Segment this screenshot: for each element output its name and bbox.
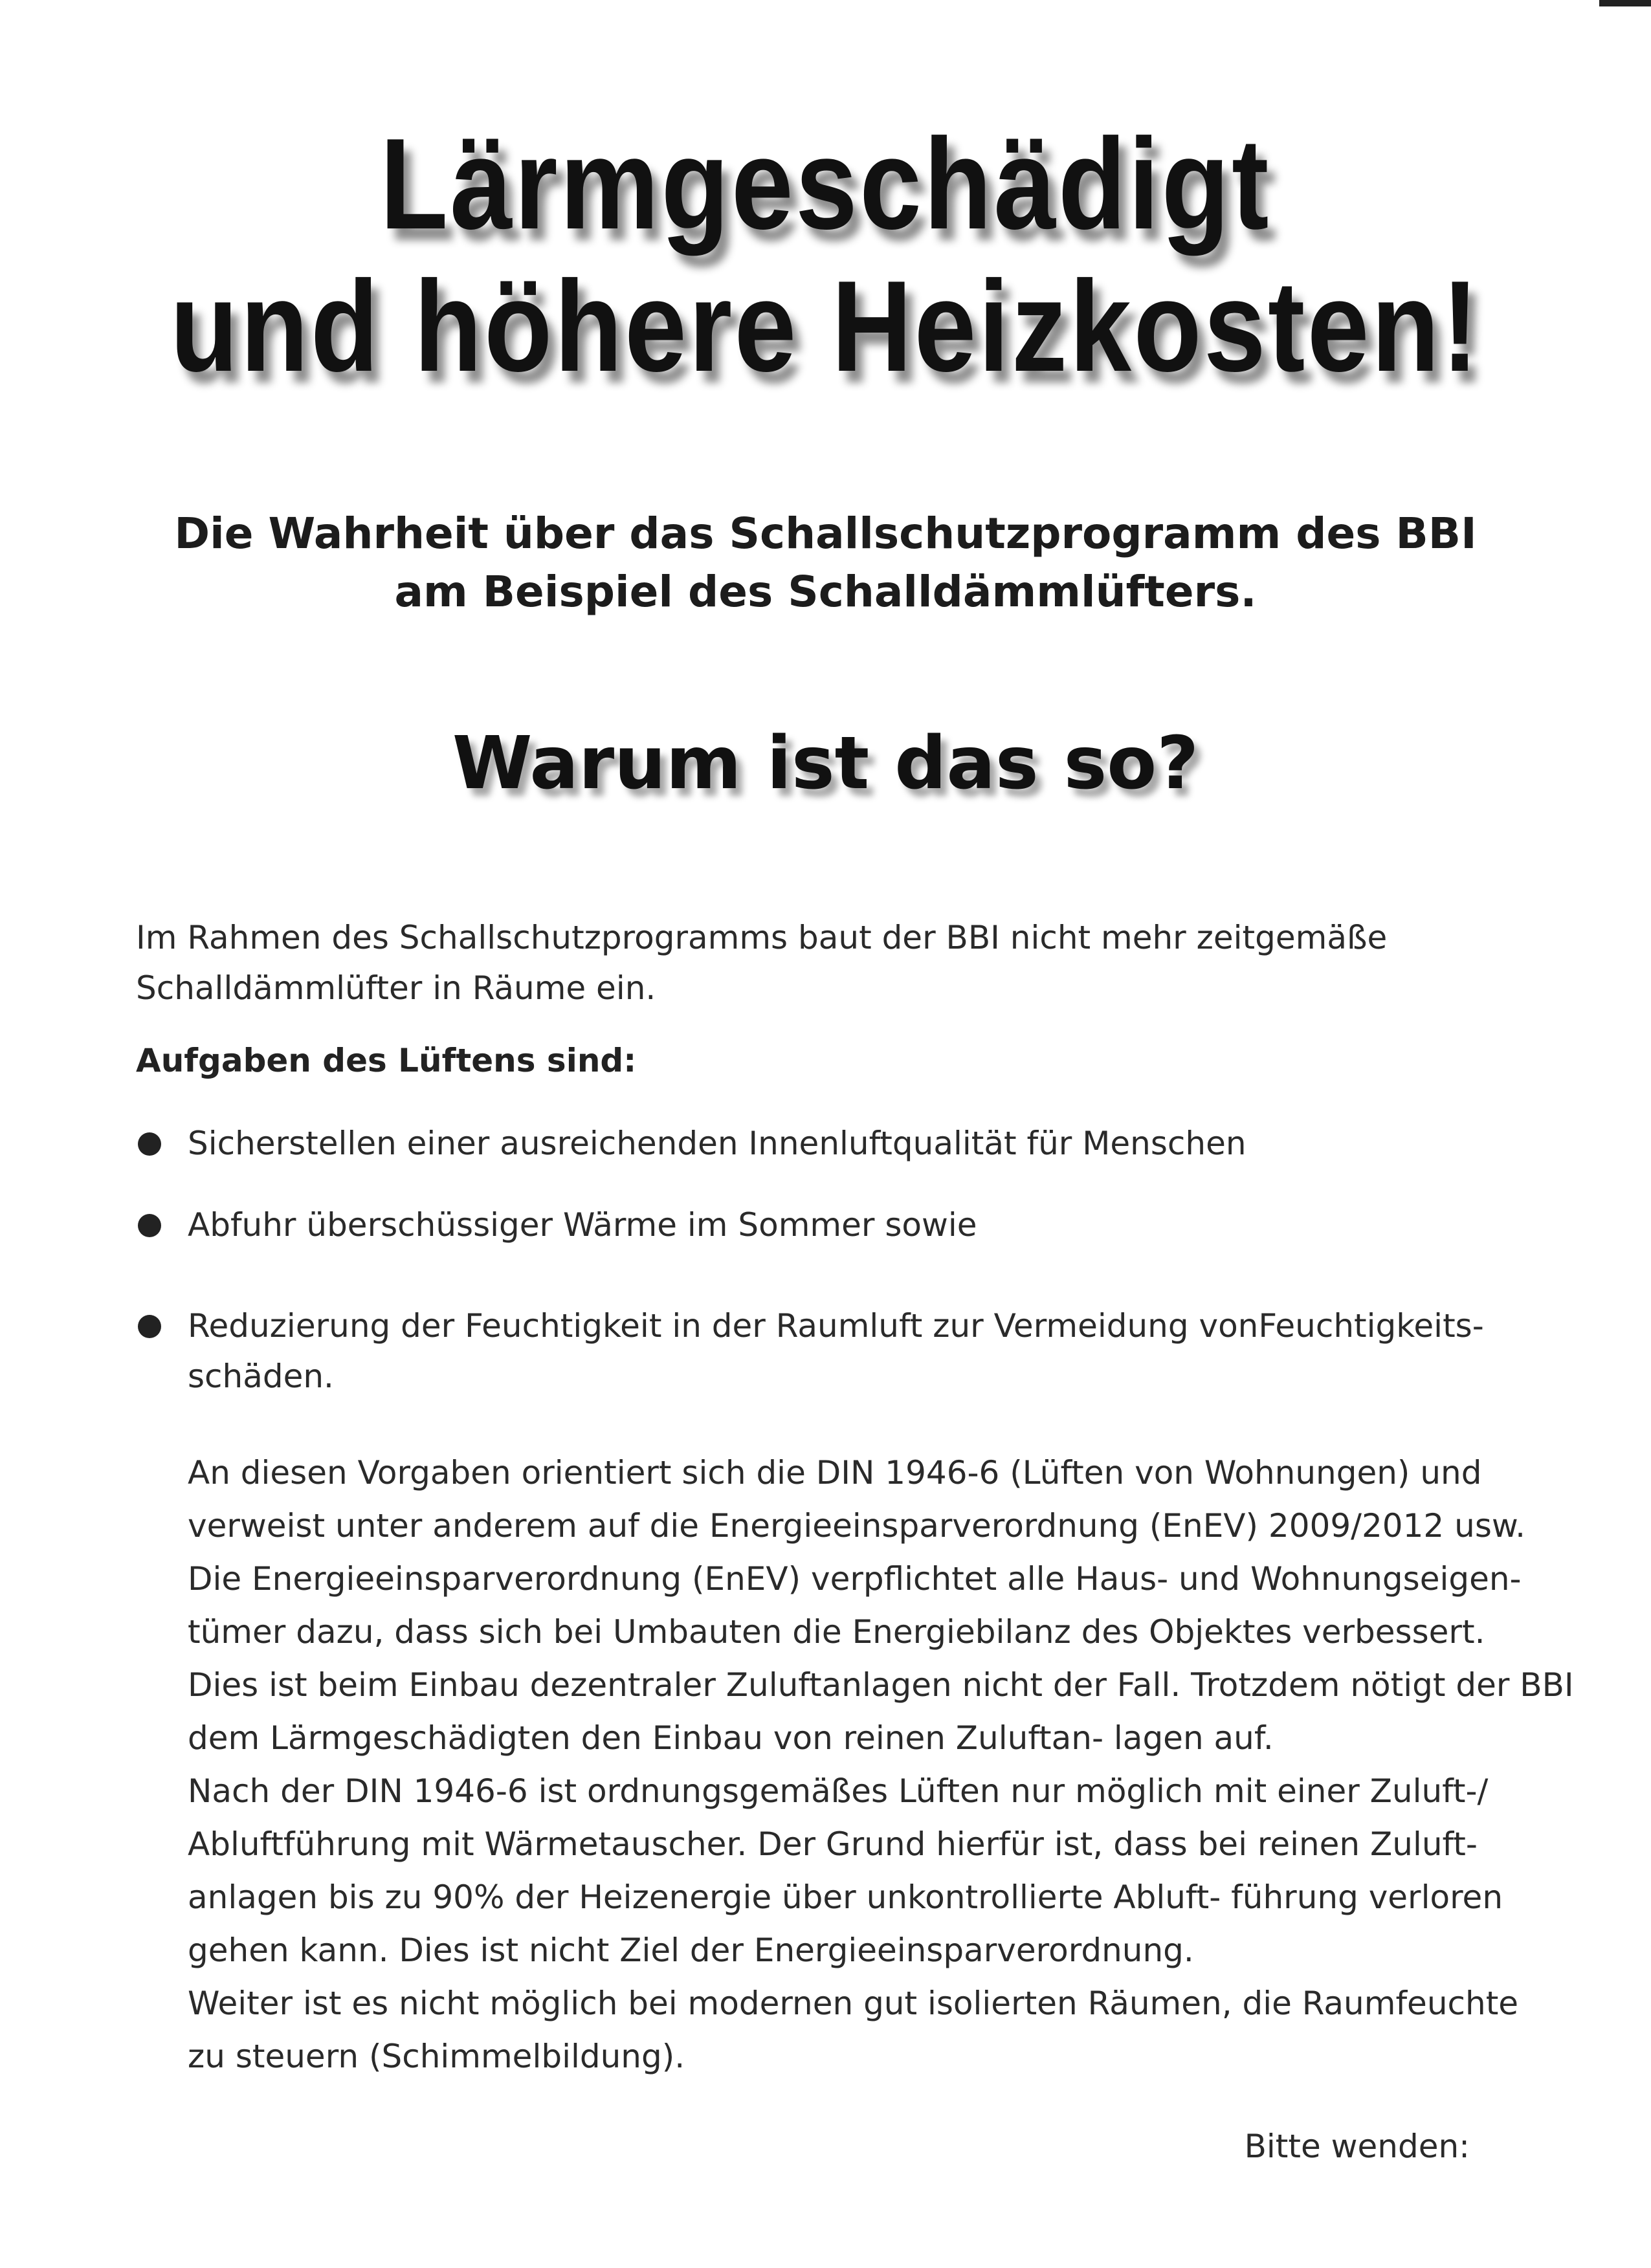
paragraph-line: Abluftführung mit Wärmetauscher. Der Grund hierfür ist, dass bei reinen Zuluft- xyxy=(188,1825,1478,1863)
paragraph-line: dem Lärmgeschädigten den Einbau von reinen Zuluftan- lagen auf. xyxy=(188,1719,1274,1757)
tasks-list xyxy=(136,1118,1484,1402)
intro-line: Schalldämmlüfter in Räume ein. xyxy=(136,969,656,1007)
headline-line-2: und höhere Heizkosten! xyxy=(170,254,1481,399)
intro-paragraph xyxy=(136,912,1387,1013)
list-item-text: Sicherstellen einer ausreichenden Innenluftqualität für Menschen xyxy=(188,1125,1247,1162)
paragraph-line: Nach der DIN 1946-6 ist ordnungsgemäßes Lüften nur möglich mit einer Zuluft-/ xyxy=(188,1772,1489,1810)
list-item-text: Reduzierung der Feuchtigkeit in der Raumluft zur Vermeidung vonFeuchtigkeits- xyxy=(188,1307,1484,1345)
paragraph-line: Die Energieeinsparverordnung (EnEV) verpflichtet alle Haus- und Wohnungseigen- xyxy=(188,1560,1522,1598)
list-item-text: schäden. xyxy=(188,1358,334,1395)
list-item xyxy=(136,1118,1484,1169)
bullet-icon xyxy=(138,1132,161,1156)
question-heading: Warum ist das so? xyxy=(452,721,1199,806)
tasks-heading: Aufgaben des Lüftens sind: xyxy=(136,1042,637,1079)
paragraph-line: gehen kann. Dies ist nicht Ziel der Energieeinsparverordnung. xyxy=(188,1932,1194,1969)
list-item xyxy=(136,1200,1484,1250)
paragraph-line: Dies ist beim Einbau dezentraler Zuluftanlagen nicht der Fall. Trotzdem nötigt der BBI xyxy=(188,1666,1574,1704)
subtitle-line-2: am Beispiel des Schalldämmlüfters. xyxy=(394,567,1257,617)
bullet-icon xyxy=(138,1214,161,1237)
list-item-text: Abfuhr überschüssiger Wärme im Sommer sowie xyxy=(188,1206,977,1244)
intro-line: Im Rahmen des Schallschutzprogramms baut der BBI nicht mehr zeitgemäße xyxy=(136,919,1388,956)
scan-corner-mark xyxy=(1599,0,1651,6)
paragraph-line: zu steuern (Schimmelbildung). xyxy=(188,2038,685,2075)
turn-page-note: Bitte wenden: xyxy=(1244,2128,1470,2165)
headline-line-1: Lärmgeschädigt xyxy=(380,112,1271,256)
list-item xyxy=(136,1301,1484,1402)
paragraph-line: Weiter ist es nicht möglich bei modernen gut isolierten Räumen, die Raumfeuchte xyxy=(188,1985,1519,2022)
paragraph-line: tümer dazu, dass sich bei Umbauten die Energiebilanz des Objektes verbessert. xyxy=(188,1613,1485,1651)
paragraph-line: An diesen Vorgaben orientiert sich die DIN 1946-6 (Lüften von Wohnungen) und xyxy=(188,1454,1482,1492)
subtitle-line-1: Die Wahrheit über das Schallschutzprogramm des BBI xyxy=(174,509,1477,558)
paragraph-line: verweist unter anderem auf die Energieeinsparverordnung (EnEV) 2009/2012 usw. xyxy=(188,1507,1526,1545)
paragraph-line: anlagen bis zu 90% der Heizenergie über unkontrollierte Abluft- führung verloren xyxy=(188,1878,1503,1916)
bullet-icon xyxy=(138,1315,161,1338)
main-paragraph xyxy=(188,1446,1574,2083)
